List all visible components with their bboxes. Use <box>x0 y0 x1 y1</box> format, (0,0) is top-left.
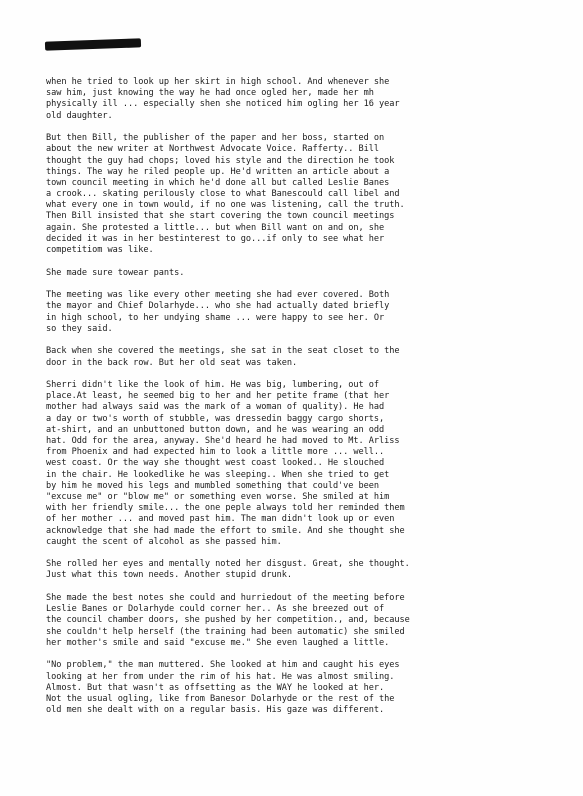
text-line: "No problem," the man muttered. She looked at him and caught his eyes <box>46 660 400 671</box>
paragraph-gap <box>46 256 566 267</box>
text-line: west coast. Or the way she thought west coast looked.. He slouched <box>46 458 385 469</box>
text-line: She made sure towear pants. <box>46 267 185 278</box>
paragraph-gap <box>46 279 566 290</box>
text-line: place.At least, he seemed big to her and her petite frame (that her <box>46 391 390 402</box>
text-line: she couldn't help herself (the training had been automatic) she smiled <box>46 626 405 637</box>
text-line: her mother's smile and said "excuse me." She even laughed a little. <box>46 637 390 648</box>
text-line: old daughter. <box>46 110 113 121</box>
text-line: when he tried to look up her skirt in high school. And whenever she <box>46 77 390 87</box>
paragraph-gap <box>46 122 566 133</box>
paragraph-gap <box>46 369 566 380</box>
paragraph <box>46 290 566 335</box>
text-line: a day or two's worth of stubble, was dressedin baggy cargo shorts, <box>46 413 385 424</box>
text-line: so they said. <box>46 323 113 334</box>
paragraph <box>46 133 566 256</box>
paragraph-gap <box>46 335 566 346</box>
text-line: with her friendly smile... the one peple always told her reminded them <box>46 503 405 514</box>
text-line: a crook... skating perilously close to what Banescould call libel and <box>46 189 400 200</box>
text-line: She rolled her eyes and mentally noted her disgust. Great, she thought. <box>46 559 410 570</box>
paragraph <box>46 77 566 122</box>
text-line: Sherri didn't like the look of him. He was big, lumbering, out of <box>46 380 380 391</box>
text-line: door in the back row. But her old seat was taken. <box>46 357 298 368</box>
text-line: town council meeting in which he'd done all but called Leslie Banes <box>46 177 390 188</box>
text-line: in the chair. He lookedlike he was sleeping.. When she tried to get <box>46 469 390 480</box>
text-line: Just what this town needs. Another stupid drunk. <box>46 570 292 581</box>
paragraph-gap <box>46 582 566 593</box>
text-line: The meeting was like every other meeting she had ever covered. Both <box>46 290 390 301</box>
text-line: decided it was in her bestinterest to go...if only to see what her <box>46 233 385 244</box>
paragraph <box>46 380 566 548</box>
text-line: Leslie Banes or Dolarhyde could corner her.. As she breezed out of <box>46 604 385 615</box>
paragraph <box>46 268 566 279</box>
text-line: in high school, to her undying shame ... were happy to see her. Or <box>46 312 385 323</box>
paragraph-gap <box>46 649 566 660</box>
text-line: looking at her from under the rim of his hat. He was almost smiling. <box>46 671 395 682</box>
paragraph <box>46 660 566 716</box>
manuscript-body <box>46 77 566 716</box>
text-line: again. She protested a little... but when Bill want on and on, she <box>46 222 385 233</box>
paragraph <box>46 593 566 649</box>
text-line: what every one in town would, if no one was listening, call the truth. <box>46 200 405 211</box>
text-line: physically ill ... especially shen she noticed him ogling her 16 year <box>46 99 400 110</box>
paragraph-gap <box>46 548 566 559</box>
text-line: saw him, just knowing the way he had once ogled her, made her mh <box>46 88 374 99</box>
text-line: Almost. But that wasn't as offsetting as the WAY he looked at her. <box>46 682 385 693</box>
text-line: about the new writer at Northwest Advocate Voice. Rafferty.. Bill <box>46 144 380 155</box>
text-line: hat. Odd for the area, anyway. She'd heard he had moved to Mt. Arliss <box>46 436 400 447</box>
text-line: by him he moved his legs and mumbled something that could've been <box>46 480 380 491</box>
text-line: the council chamber doors, she pushed by her competition., and, because <box>46 615 410 626</box>
redaction-mark <box>45 38 141 50</box>
text-line: Not the usual ogling, like from Banesor Dolarhyde or the rest of the <box>46 693 395 704</box>
text-line: at-shirt, and an unbuttoned button down, and he was wearing an odd <box>46 424 385 435</box>
text-line: thought the guy had chops; loved his style and the direction he took <box>46 155 395 166</box>
text-line: from Phoenix and had expected him to look a little more ... well.. <box>46 447 385 458</box>
text-line: "excuse me" or "blow me" or something even worse. She smiled at him <box>46 491 390 502</box>
paragraph <box>46 346 566 368</box>
text-line: things. The way he riled people up. He'd written an article about a <box>46 166 390 177</box>
text-line: Then Bill insisted that she start covering the town council meetings <box>46 211 395 222</box>
text-line: competitiom was like. <box>46 245 154 256</box>
text-line: old men she dealt with on a regular basis. His gaze was different. <box>46 705 385 716</box>
text-line: But then Bill, the publisher of the paper and her boss, started on <box>46 133 385 144</box>
text-line: acknowledge that she had made the effort to smile. And she thought she <box>46 525 405 536</box>
text-line: of her mother ... and moved past him. The man didn't look up or even <box>46 514 395 525</box>
text-line: the mayor and Chief Dolarhyde... who she had actually dated briefly <box>46 301 390 312</box>
text-line: mother had always said was the mark of a woman of quality). He had <box>46 402 385 413</box>
text-line: She made the best notes she could and hurriedout of the meeting before <box>46 593 405 604</box>
paragraph <box>46 559 566 581</box>
text-line: Back when she covered the meetings, she sat in the seat closet to the <box>46 346 400 357</box>
text-line: caught the scent of alcohol as she passed him. <box>46 536 282 547</box>
